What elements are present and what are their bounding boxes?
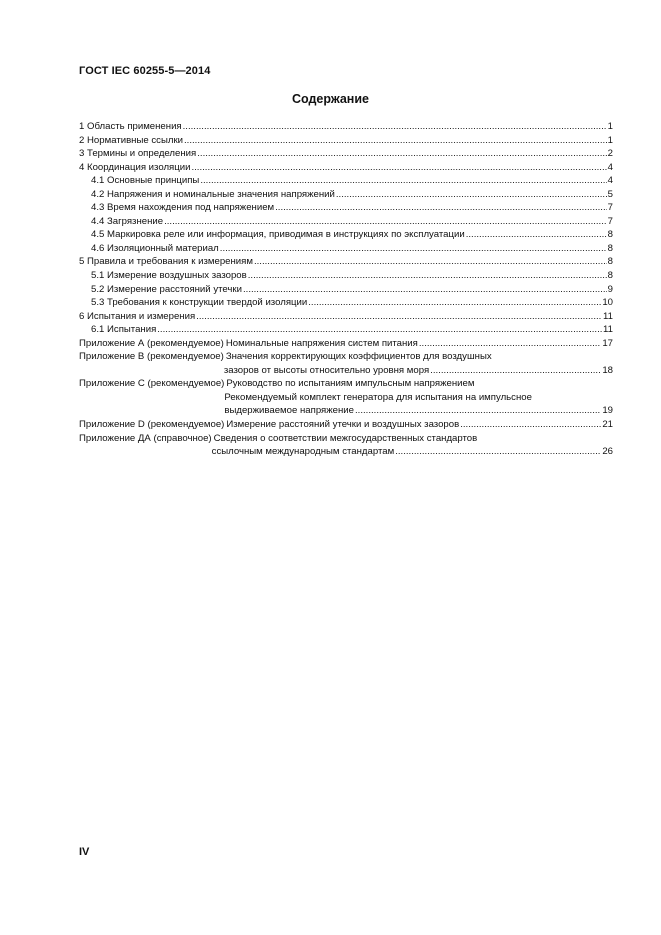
toc-entry-page: 2 — [607, 148, 613, 160]
leader-dots — [466, 228, 607, 242]
leader-dots — [157, 323, 602, 337]
toc-entry[interactable] — [79, 120, 613, 134]
toc-appendix-entry[interactable] — [79, 432, 613, 459]
toc-entry-title: 4.1 Основные принципы — [91, 175, 200, 187]
toc-entry[interactable] — [79, 161, 613, 175]
leader-dots — [196, 310, 602, 324]
leader-dots — [183, 120, 607, 134]
leader-dots — [254, 255, 607, 269]
toc-entry[interactable] — [79, 323, 613, 337]
toc-entry-title: 2 Нормативные ссылки — [79, 134, 184, 146]
toc-entry-title: 1 Область применения — [79, 121, 182, 132]
toc-entry-title: 4 Координация изоляции — [79, 161, 191, 173]
appendix-label: Приложение С (рекомендуемое) — [79, 378, 225, 390]
leader-dots — [419, 337, 601, 351]
toc-entry-page: 26 — [602, 446, 613, 458]
toc-entry-title: 4.5 Маркировка реле или информация, приводимая в инструкциях по эксплуатации — [91, 229, 465, 241]
toc-appendix-entry[interactable] — [79, 337, 613, 351]
document-header: ГОСТ IEC 60255-5—2014 — [79, 65, 211, 77]
toc-entry[interactable] — [79, 215, 613, 229]
toc-entry-title: 5.2 Измерение расстояний утечки — [91, 283, 242, 295]
toc-entry-page: 1 — [607, 121, 613, 132]
appendix-title-line: Рекомендуемый комплект генератора для испытания на импульсное — [224, 391, 532, 403]
toc-entry[interactable] — [79, 228, 613, 242]
toc-entry[interactable] — [79, 201, 613, 215]
toc-entry-title: 4.3 Время нахождения под напряжением — [91, 202, 275, 214]
toc-entry[interactable] — [79, 283, 613, 297]
leader-dots — [197, 147, 606, 161]
toc-entry-page: 8 — [607, 242, 613, 254]
appendix-label: Приложение В (рекомендуемое) — [79, 351, 224, 363]
leader-dots — [191, 161, 606, 175]
toc-entry[interactable] — [79, 310, 613, 324]
appendix-title-line: зазоров от высоты относительно уровня моря — [223, 364, 430, 376]
leader-dots — [164, 215, 607, 229]
leader-dots — [355, 404, 601, 418]
toc-entry[interactable] — [79, 174, 613, 188]
leader-dots — [184, 134, 607, 148]
appendix-title-line: Значения корректирующих коэффициентов для воздушных — [225, 351, 492, 363]
appendix-title-line: Номинальные напряжения систем питания — [225, 337, 418, 349]
toc-entry-page: 8 — [607, 229, 613, 241]
appendix-title-line: выдерживаемое напряжение — [224, 405, 354, 417]
appendix-label: Приложение ДА (справочное) — [79, 432, 212, 444]
toc-entry-page: 7 — [607, 215, 613, 227]
toc-entry[interactable] — [79, 255, 613, 269]
toc-entry-page: 8 — [607, 256, 613, 268]
toc-appendix-entry[interactable] — [79, 418, 613, 432]
appendix-label: Приложение D (рекомендуемое) — [79, 419, 225, 431]
toc-entry[interactable] — [79, 134, 613, 148]
appendix-title-line: Сведения о соответствии межгосударственных стандартов — [213, 432, 478, 444]
leader-dots — [275, 201, 607, 215]
toc-entry-title: 4.6 Изоляционный материал — [91, 242, 219, 254]
toc-entry-page: 11 — [603, 324, 613, 336]
toc-appendix-entry[interactable] — [79, 377, 613, 418]
appendix-title-line: Руководство по испытаниям импульсным напряжением — [226, 378, 475, 390]
toc-entry-title: 6.1 Испытания — [91, 324, 157, 336]
toc-entry-page: 19 — [602, 405, 613, 417]
toc-entry-title: 5 Правила и требования к измерениям — [79, 256, 253, 268]
toc-entry-page: 21 — [602, 419, 613, 431]
appendix-title-line: Измерение расстояний утечки и воздушных зазоров — [226, 419, 460, 431]
leader-dots — [395, 445, 601, 459]
toc-entry-title: 4.2 Напряжения и номинальные значения напряжений — [91, 188, 335, 200]
toc-entry-title: 5.1 Измерение воздушных зазоров — [91, 270, 247, 282]
toc-title: Содержание — [291, 92, 369, 106]
toc-entry-page: 7 — [607, 202, 613, 214]
toc-entry-page: 10 — [602, 297, 613, 309]
leader-dots — [248, 269, 607, 283]
leader-dots — [243, 283, 607, 297]
toc-entry[interactable] — [79, 296, 613, 310]
toc-entry[interactable] — [79, 242, 613, 256]
page-number: IV — [79, 846, 90, 858]
leader-dots — [460, 418, 601, 432]
toc-entry-page: 1 — [607, 134, 613, 146]
toc-entry-title: 6 Испытания и измерения — [79, 310, 196, 322]
toc-entry-title: 5.3 Требования к конструкции твердой изоляции — [91, 297, 308, 309]
leader-dots — [336, 188, 607, 202]
leader-dots — [308, 296, 601, 310]
leader-dots — [430, 364, 601, 378]
toc-entry-page: 11 — [603, 310, 613, 322]
toc-entry-title: 3 Термины и определения — [79, 148, 197, 160]
toc-entry-page: 4 — [607, 161, 613, 173]
toc-entry[interactable] — [79, 147, 613, 161]
toc-entry-page: 4 — [607, 175, 613, 187]
toc-entry-page: 8 — [607, 270, 613, 282]
leader-dots — [220, 242, 607, 256]
toc-entry-page: 17 — [602, 337, 613, 349]
toc-entry-page: 9 — [607, 283, 613, 295]
toc-entry-title: 4.4 Загрязнение — [91, 215, 164, 227]
toc-entry[interactable] — [79, 188, 613, 202]
appendix-title-line: ссылочным международным стандартам — [211, 446, 395, 458]
leader-dots — [200, 174, 606, 188]
toc-appendix-entry[interactable] — [79, 350, 613, 377]
toc-entry-page: 5 — [607, 188, 613, 200]
appendix-label: Приложение А (рекомендуемое) — [79, 337, 224, 349]
toc-entry[interactable] — [79, 269, 613, 283]
toc-entry-page: 18 — [602, 364, 613, 376]
table-of-contents — [79, 120, 613, 459]
